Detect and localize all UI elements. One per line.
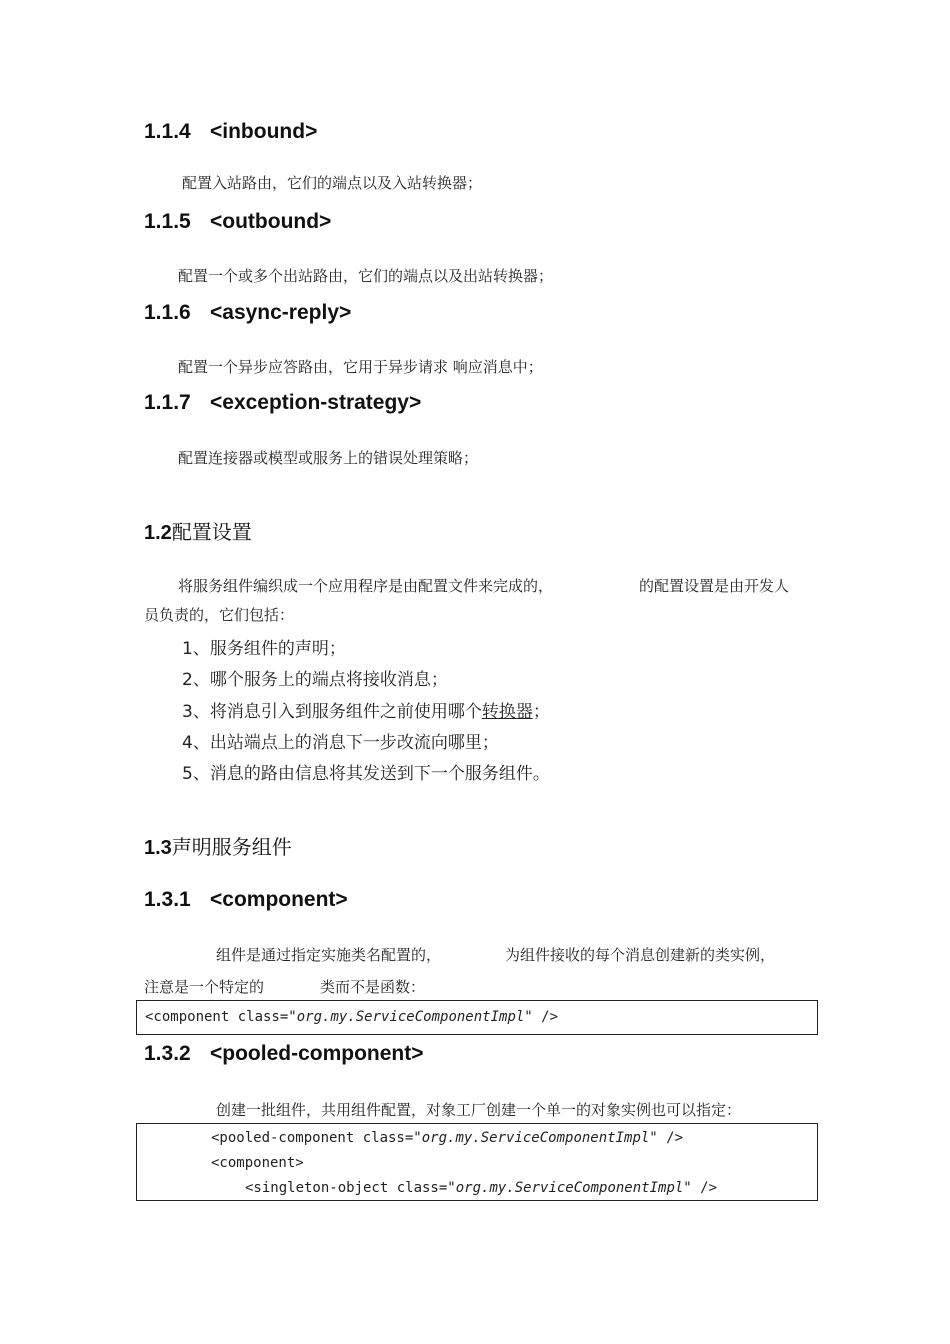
heading-number: 1.1.5 (144, 210, 191, 233)
heading-number: 1.1.7 (144, 391, 191, 414)
code-attribute-value: "org.my.ServiceComponentImpl" (413, 1130, 658, 1146)
list-item-text: 3、将消息引入到服务组件之前使用哪个 (182, 702, 482, 722)
code-attribute-value: "org.my.ServiceComponentImpl" (288, 1009, 533, 1025)
list-item: 1、服务组件的声明； (182, 639, 346, 659)
paragraph-inbound: 配置入站路由，它们的端点以及入站转换器； (182, 174, 483, 192)
heading-1-1-5 (144, 210, 331, 234)
transformer-link[interactable]: 转换器 (481, 702, 533, 722)
paragraph-pooled-component: 创建一批组件，共用组件配置，对象工厂创建一个单一的对象实例也可以指定： (216, 1101, 742, 1119)
code-tag: <component> (211, 1155, 304, 1171)
code-attribute-value: "org.my.ServiceComponentImpl" (447, 1180, 692, 1196)
paragraph-config-part-a: 将服务组件编织成一个应用程序是由配置文件来完成的， (178, 577, 554, 595)
code-tag-end: /> (532, 1009, 559, 1025)
paragraph-component-part-b: 为组件接收的每个消息创建新的类实例， (505, 946, 776, 964)
code-tag-end: /> (691, 1180, 718, 1196)
heading-title: <outbound> (210, 210, 332, 233)
paragraph-exception-strategy: 配置连接器或模型或服务上的错误处理策略； (178, 449, 479, 467)
heading-1-3 (144, 831, 292, 860)
code-block-component (136, 1000, 818, 1035)
code-line (211, 1155, 304, 1171)
heading-1-1-7 (144, 391, 421, 415)
paragraph-outbound: 配置一个或多个出站路由，它们的端点以及出站转换器； (178, 267, 554, 285)
heading-title: <component> (210, 888, 348, 911)
heading-1-1-4 (144, 120, 317, 144)
paragraph-config-part-c: 员负责的，它们包括： (144, 606, 295, 624)
heading-number: 1.1.4 (144, 120, 191, 143)
heading-number: 1.3.2 (144, 1042, 191, 1065)
heading-1-1-6 (144, 301, 351, 325)
heading-title: <pooled-component> (210, 1042, 424, 1065)
paragraph-async-reply: 配置一个异步应答路由，它用于异步请求 响应消息中； (178, 358, 543, 376)
heading-1-3-2 (144, 1042, 424, 1066)
paragraph-component-part-a: 组件是通过指定实施类名配置的， (216, 946, 442, 964)
code-tag: <pooled-component class= (211, 1130, 414, 1146)
heading-title: <inbound> (210, 120, 318, 143)
list-item: 5、消息的路由信息将其发送到下一个服务组件。 (182, 764, 550, 784)
heading-title: 声明服务组件 (171, 835, 292, 859)
code-tag: <singleton-object class= (245, 1180, 448, 1196)
code-line (145, 1009, 558, 1025)
heading-number: 1.3.1 (144, 888, 191, 911)
heading-number: 1.1.6 (144, 301, 191, 324)
heading-number: 1.3 (144, 837, 172, 859)
list-item (182, 697, 550, 722)
heading-title: 配置设置 (171, 520, 252, 544)
code-tag-end: /> (657, 1130, 684, 1146)
code-block-pooled-component (136, 1123, 818, 1201)
paragraph-component-part-c: 注意是一个特定的 (144, 978, 265, 996)
list-item: 2、哪个服务上的端点将接收消息； (182, 670, 448, 690)
code-tag: <component class= (145, 1009, 289, 1025)
paragraph-config-part-b: 的配置设置是由开发人 (639, 577, 790, 595)
heading-1-2 (144, 516, 252, 545)
heading-title: <exception-strategy> (210, 391, 422, 414)
code-line (245, 1180, 717, 1196)
heading-number: 1.2 (144, 522, 172, 544)
heading-title: <async-reply> (210, 301, 352, 324)
paragraph-component-part-d: 类而不是函数： (320, 978, 426, 996)
code-line (211, 1130, 683, 1146)
list-item-tail: ； (532, 702, 550, 722)
heading-1-3-1 (144, 888, 348, 912)
list-item: 4、出站端点上的消息下一步改流向哪里； (182, 733, 499, 753)
